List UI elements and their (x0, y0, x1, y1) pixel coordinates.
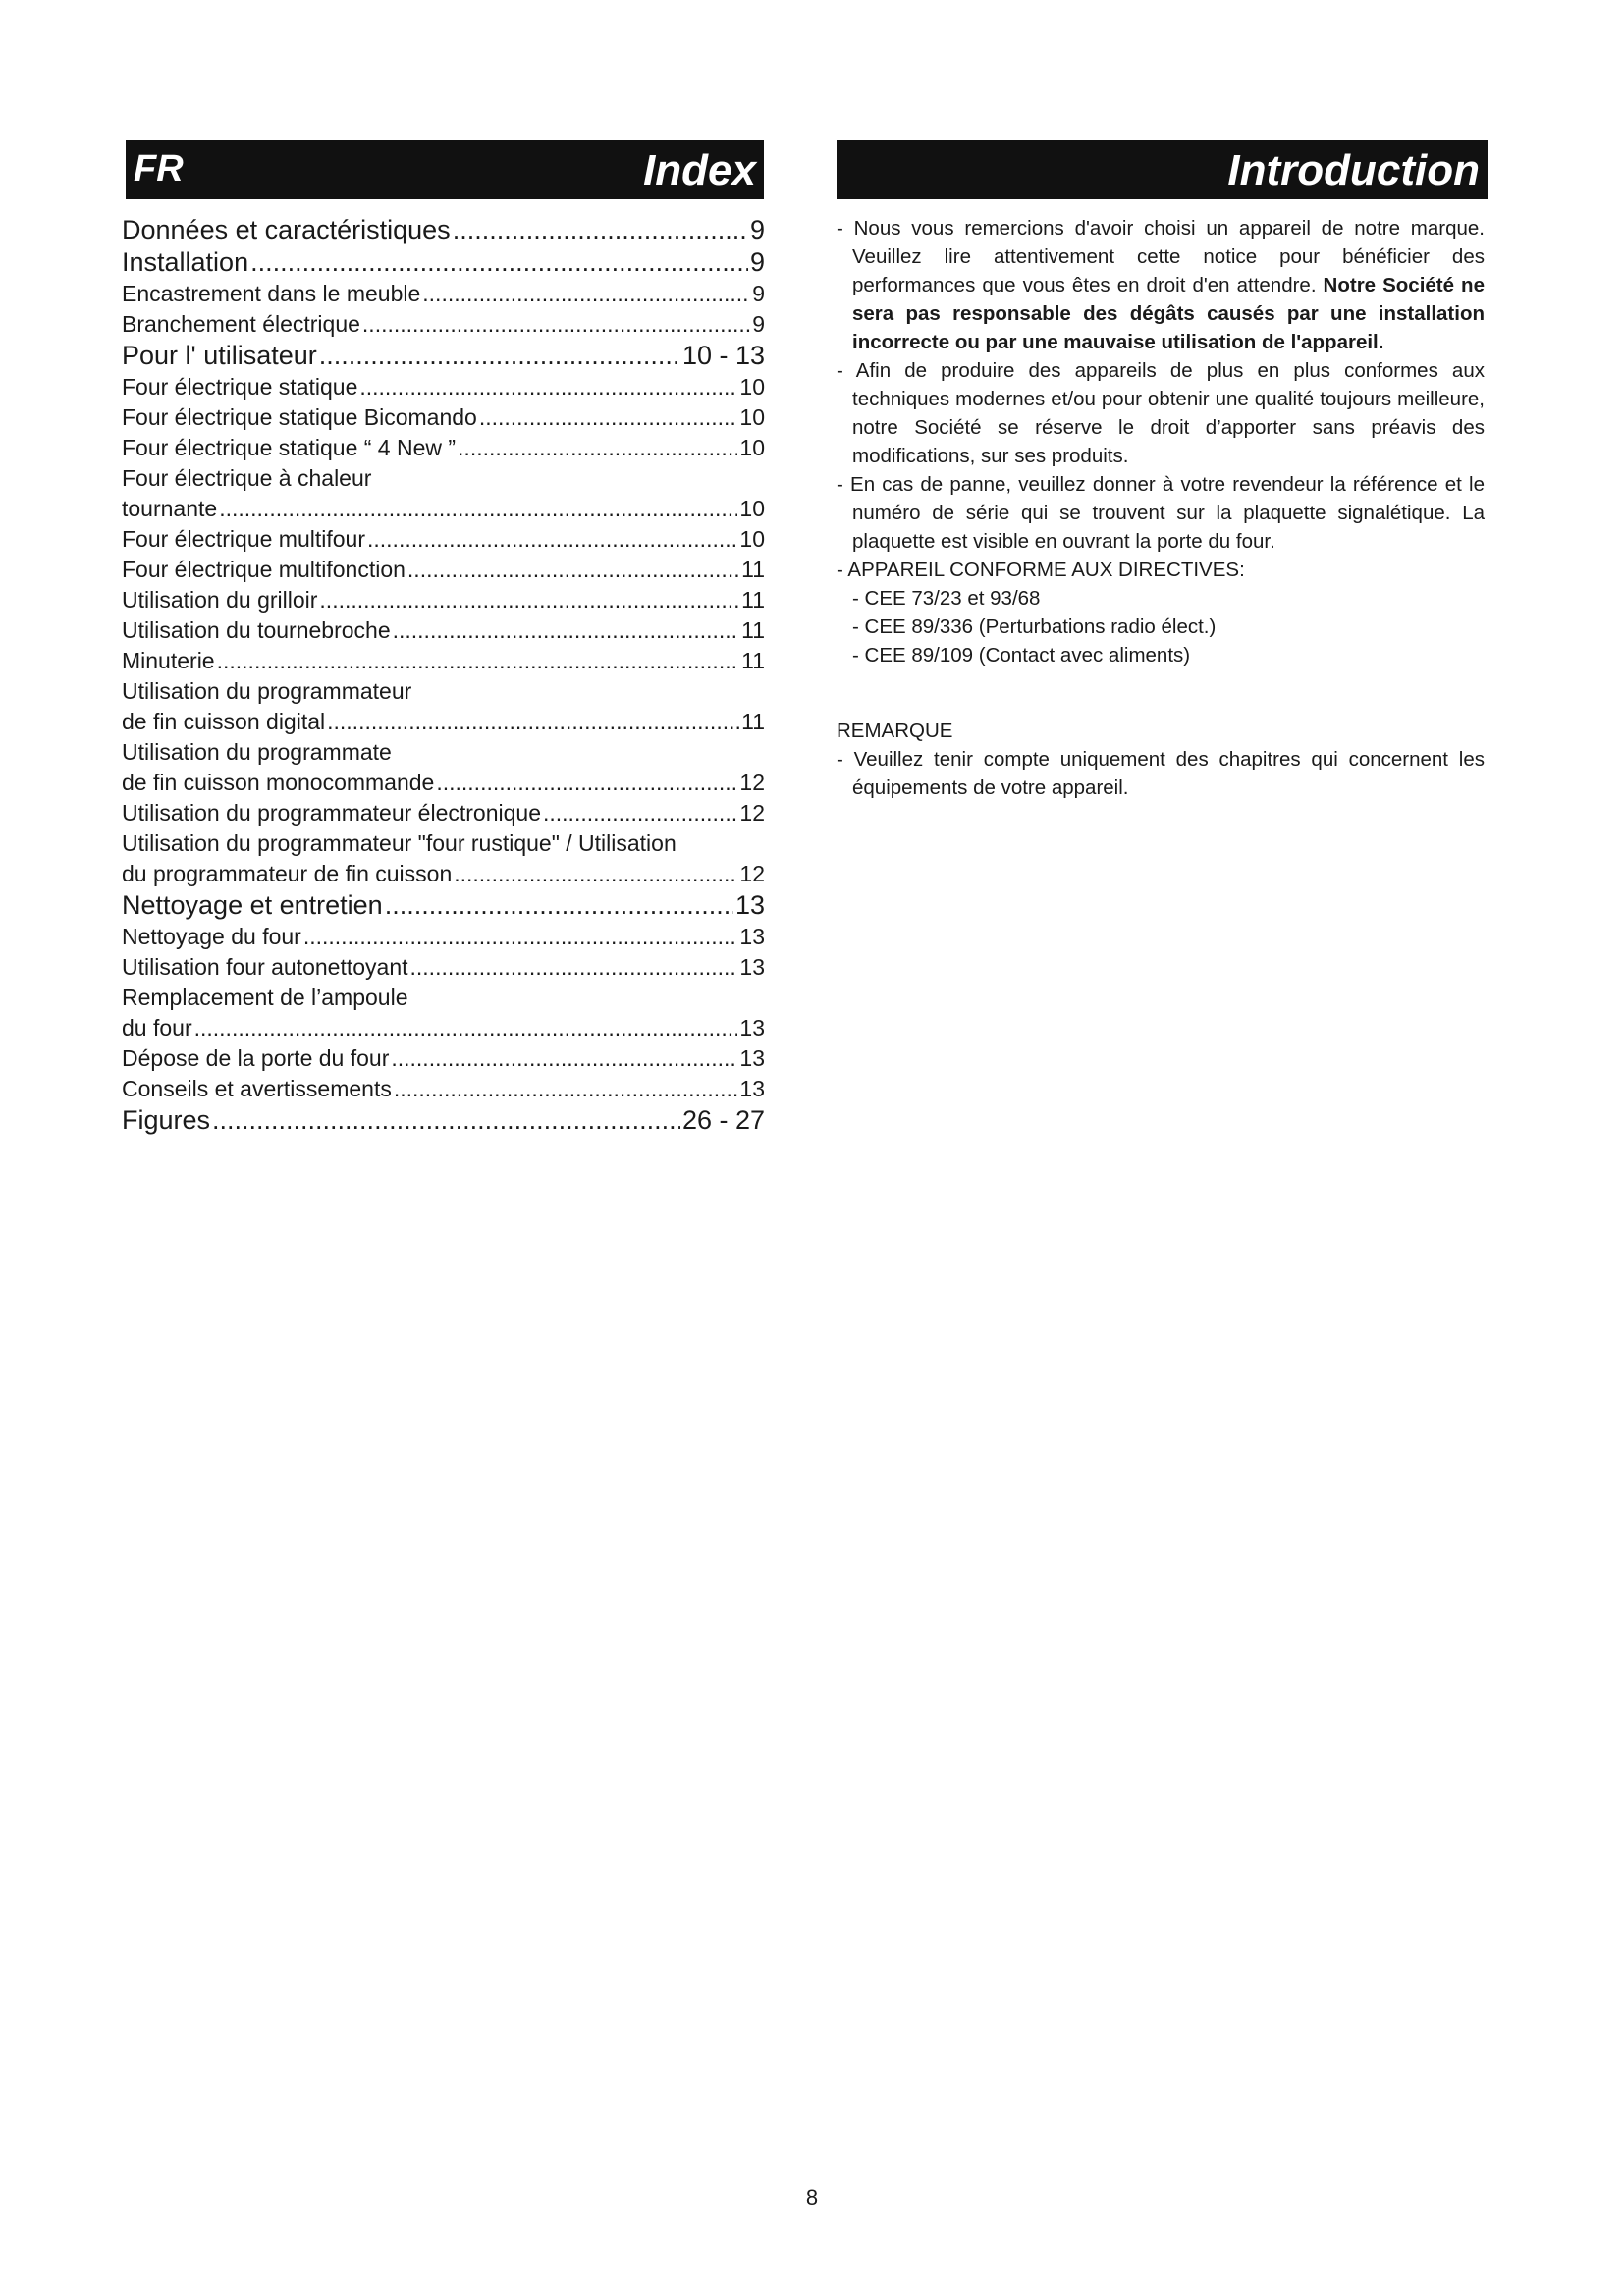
toc-leader-dots (458, 433, 737, 463)
remark-heading: REMARQUE (837, 720, 953, 742)
toc-entry-label: Encastrement dans le meuble (122, 281, 421, 306)
toc-entry-label: Remplacement de l’ampoule (122, 985, 408, 1010)
toc-leader-dots (394, 1074, 738, 1104)
thanks-text: - Nous vous remercions d'avoir choisi un appareil de notre marque. Veuillez lire attentivement cette notice pour bénéficier des performances que vous êtes en droit d'en attendre. (837, 217, 1485, 296)
toc-entry (122, 524, 765, 555)
toc-entry-label: de fin cuisson digital (122, 709, 326, 734)
toc-entry-page: 12 (739, 770, 765, 795)
toc-entry-page: 10 (739, 435, 765, 460)
language-code: FR (134, 148, 184, 189)
toc-entry-page: 13 (739, 1076, 765, 1101)
toc-entry-label: Dépose de la porte du four (122, 1045, 390, 1071)
directive-item: - CEE 73/23 et 93/68 (852, 587, 1041, 610)
toc-entry-page: 13 (734, 890, 765, 920)
toc-entry-label: Utilisation four autonettoyant (122, 954, 408, 980)
directive-item: - CEE 89/336 (Perturbations radio élect.) (852, 615, 1217, 638)
toc-entry-label: Utilisation du programmateur "four rustique" / Utilisation (122, 830, 677, 856)
toc-entry (122, 1104, 765, 1136)
toc-entry-page: 11 (741, 709, 765, 734)
toc-entry-page: 9 (752, 281, 765, 306)
toc-entry (122, 1013, 765, 1043)
index-header-bar (126, 140, 764, 199)
toc-entry-label: Four électrique à chaleur (122, 465, 372, 491)
toc-entry (122, 494, 765, 524)
toc-leader-dots (362, 309, 750, 340)
toc-entry (122, 768, 765, 798)
table-of-contents (122, 214, 765, 1137)
liability-warning: Notre Société ne sera pas responsable des dégâts causés par une installation incorrecte ou par une mauvaise utilisation de l'appareil. (852, 274, 1485, 353)
toc-entry-label: Utilisation du grilloir (122, 587, 318, 613)
toc-entry (122, 309, 765, 340)
toc-entry (122, 646, 765, 676)
toc-entry-label: Figures (122, 1105, 211, 1135)
toc-entry-label: Utilisation du programmate (122, 739, 392, 765)
toc-entry-label: Utilisation du programmateur (122, 678, 412, 704)
toc-entry (122, 372, 765, 402)
toc-leader-dots (367, 524, 737, 555)
toc-leader-dots (391, 1043, 737, 1074)
toc-entry-page: 10 (739, 526, 765, 552)
toc-leader-dots (303, 922, 738, 952)
toc-entry-page: 26 - 27 (681, 1105, 765, 1135)
toc-leader-dots (543, 798, 737, 828)
toc-leader-dots (250, 246, 748, 278)
toc-entry-label: Branchement électrique (122, 311, 360, 337)
directive-item: - CEE 89/109 (Contact avec aliments) (852, 644, 1191, 667)
intro-paragraph-directives: - APPAREIL CONFORME AUX DIRECTIVES: (837, 559, 1245, 581)
toc-entry (122, 1043, 765, 1074)
toc-entry-page: 12 (739, 800, 765, 826)
toc-leader-dots (319, 340, 680, 371)
toc-entry-label: Pour l' utilisateur (122, 341, 317, 370)
toc-leader-dots (319, 585, 739, 615)
toc-leader-dots (393, 615, 740, 646)
toc-leader-dots (407, 555, 739, 585)
toc-entry (122, 555, 765, 585)
toc-leader-dots (410, 952, 738, 983)
toc-entry-label: Utilisation du tournebroche (122, 617, 391, 643)
toc-entry (122, 463, 765, 494)
toc-leader-dots (212, 1104, 680, 1136)
toc-entry-page: 11 (741, 617, 765, 643)
toc-entry-page: 11 (741, 557, 765, 582)
toc-entry-page: 10 (739, 496, 765, 521)
toc-entry (122, 889, 765, 921)
toc-entry-label: Nettoyage et entretien (122, 890, 383, 920)
toc-entry-page: 13 (739, 1045, 765, 1071)
toc-entry-page: 10 (739, 374, 765, 400)
toc-entry (122, 828, 765, 859)
toc-entry-label: du four (122, 1015, 192, 1041)
toc-entry (122, 402, 765, 433)
toc-leader-dots (436, 768, 737, 798)
toc-entry-label: Four électrique statique “ 4 New ” (122, 435, 457, 460)
toc-entry-page: 10 (739, 404, 765, 430)
toc-entry-label: Four électrique multifour (122, 526, 365, 552)
toc-entry-page: 10 - 13 (681, 341, 765, 370)
toc-entry-label: Four électrique multifonction (122, 557, 406, 582)
toc-leader-dots (385, 889, 733, 921)
toc-entry-label: du programmateur de fin cuisson (122, 861, 453, 886)
toc-entry (122, 952, 765, 983)
toc-entry (122, 585, 765, 615)
toc-entry (122, 615, 765, 646)
toc-entry-label: Conseils et avertissements (122, 1076, 392, 1101)
toc-leader-dots (479, 402, 738, 433)
toc-leader-dots (217, 646, 740, 676)
toc-entry (122, 433, 765, 463)
toc-entry-label: Installation (122, 247, 249, 277)
toc-entry (122, 707, 765, 737)
toc-leader-dots (219, 494, 737, 524)
toc-entry-label: tournante (122, 496, 218, 521)
toc-entry (122, 983, 765, 1013)
toc-entry-page: 11 (741, 648, 765, 673)
toc-entry (122, 340, 765, 371)
toc-entry-page: 11 (741, 587, 765, 613)
toc-entry-page: 13 (739, 954, 765, 980)
intro-paragraph-thanks (837, 214, 1485, 356)
introduction-text (837, 214, 1485, 802)
intro-paragraph-modifications: - Afin de produire des appareils de plus en plus conformes aux techniques modernes et/ou pour obtenir une qualité toujours meilleure, notre Société se réserve le droit d’apporter sans préavis des modifications, sur ses produits. (837, 359, 1485, 467)
toc-entry (122, 676, 765, 707)
toc-entry-page: 9 (749, 215, 765, 244)
toc-leader-dots (359, 372, 737, 402)
index-title: Index (643, 146, 756, 194)
toc-entry (122, 859, 765, 889)
toc-entry-label: Utilisation du programmateur électronique (122, 800, 541, 826)
toc-entry-label: de fin cuisson monocommande (122, 770, 435, 795)
directives-list (837, 584, 1485, 669)
toc-leader-dots (453, 214, 748, 245)
introduction-header-bar (837, 140, 1488, 199)
toc-entry (122, 279, 765, 309)
toc-entry-page: 9 (749, 247, 765, 277)
toc-entry-page: 13 (739, 1015, 765, 1041)
toc-entry (122, 737, 765, 768)
toc-entry-label: Données et caractéristiques (122, 215, 451, 244)
toc-entry-label: Minuterie (122, 648, 215, 673)
toc-leader-dots (454, 859, 737, 889)
toc-leader-dots (194, 1013, 738, 1043)
toc-entry-label: Nettoyage du four (122, 924, 301, 949)
toc-entry-page: 9 (752, 311, 765, 337)
toc-entry (122, 214, 765, 245)
toc-entry-page: 13 (739, 924, 765, 949)
page-number: 8 (805, 2185, 819, 2210)
toc-entry (122, 246, 765, 278)
introduction-title: Introduction (1227, 146, 1480, 194)
toc-entry-page: 12 (739, 861, 765, 886)
toc-entry (122, 798, 765, 828)
toc-leader-dots (422, 279, 750, 309)
toc-entry-label: Four électrique statique (122, 374, 358, 400)
toc-entry (122, 922, 765, 952)
toc-leader-dots (327, 707, 739, 737)
toc-entry (122, 1074, 765, 1104)
intro-paragraph-breakdown: - En cas de panne, veuillez donner à votre revendeur la référence et le numéro de série qui se trouvent sur la plaquette signalétique. La plaquette est visible en ouvrant la porte du four. (837, 473, 1485, 553)
remark-text: - Veuillez tenir compte uniquement des chapitres qui concernent les équipements de votre appareil. (837, 748, 1485, 799)
toc-entry-label: Four électrique statique Bicomando (122, 404, 477, 430)
